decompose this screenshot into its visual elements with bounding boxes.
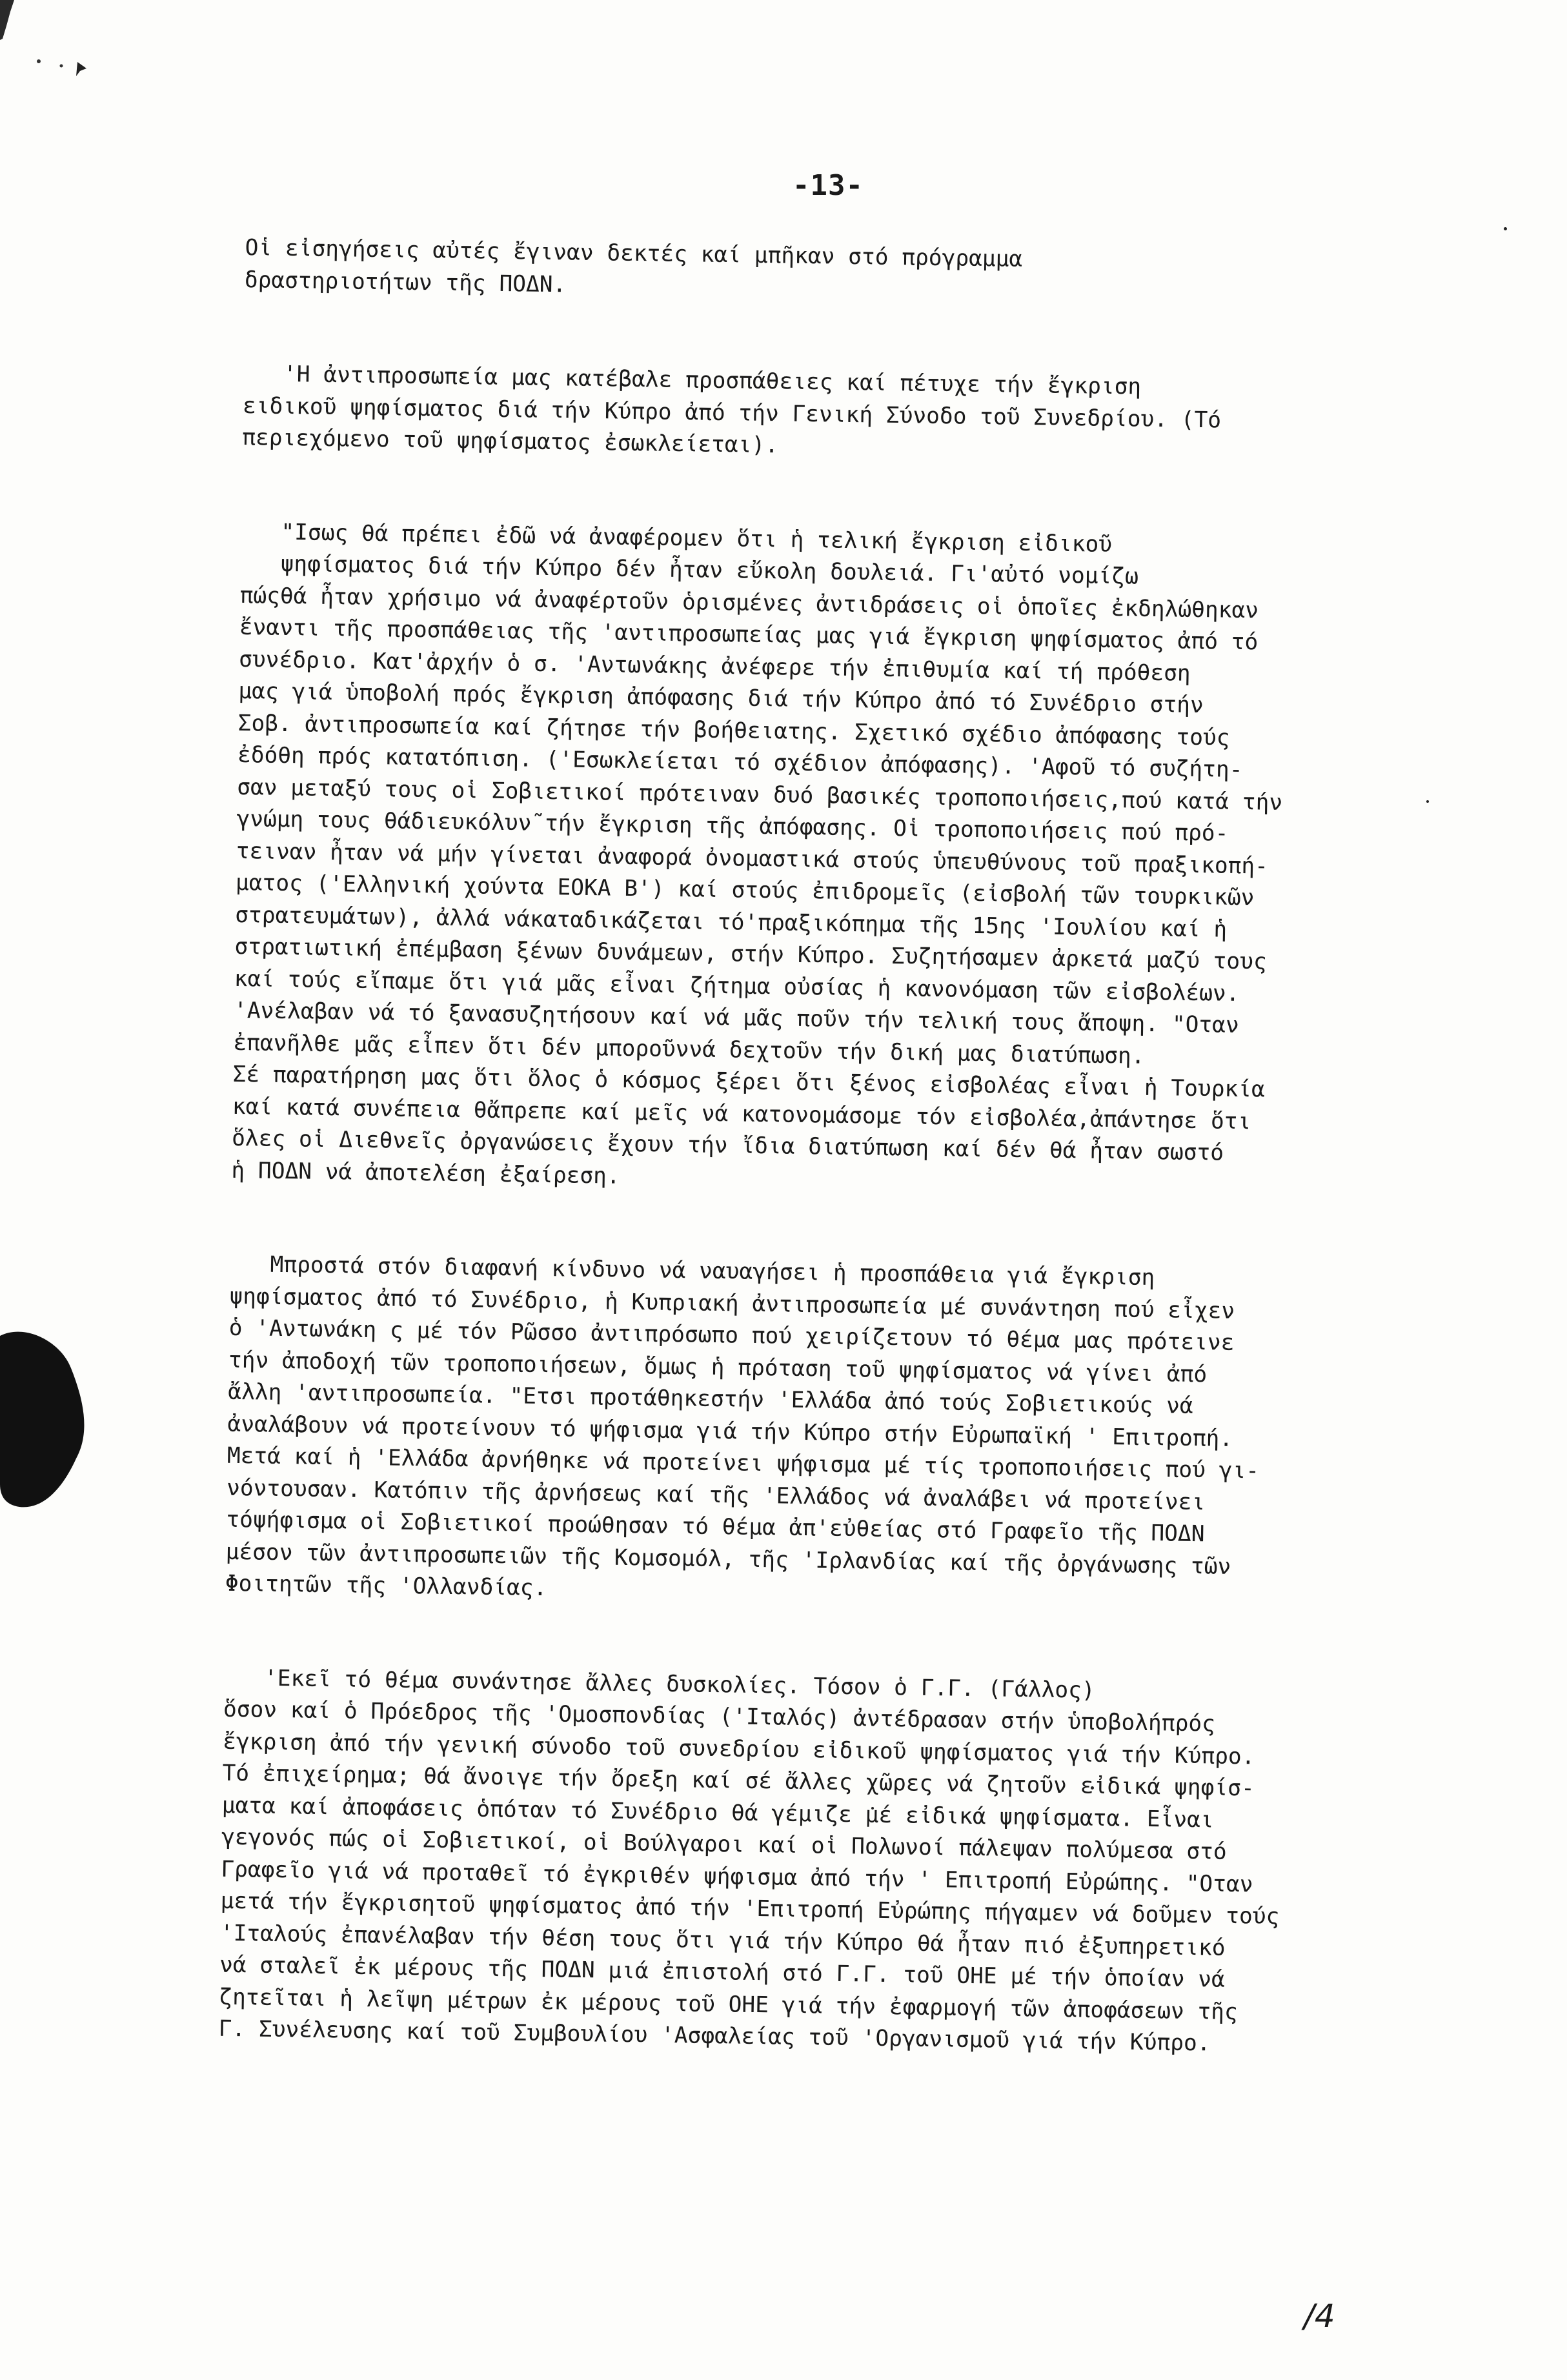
body-text [218,232,1503,2064]
page-number: -13- [793,169,864,202]
paragraph: Μπροστά στόν διαφανή κίνδυνο νά ναυαγήσει ἡ προσπάθεια γιά ἔγκριση ψηφίσματος ἀπό τό Συνέδριο, ἡ Κυπριακή ἀντιπροσωπεία μέ συνάντηση πού εἶχεν ὁ 'Αντωνάκη ς μέ τόν Ρῶσσο ἀντιπρόσωπο πού χειρίζετουν τό θέμα μας πρότεινε τήν ἀποδοχή τῶν τροποποιήσεων, ὅμως ἡ πρόταση τοῦ ψηφίσματος νά γίνει ἀπό ἄλλη 'αντιπροσωπεία. "Ετσι προτάθηκεστήν 'Ελλάδα ἀπό τούς Σοβιετικούς νά ἀναλάβουν νά προτείνουν τό ψήφισμα γιά τήν Κύπρο στήν Εὐρωπαϊκή ' Επιτροπή. Μετά καί ἡ 'Ελλάδα ἀρνήθηκε νά προτείνει ψήφισμα μέ τίς τροποποιήσεις πού γι- νόντουσαν. Κατόπιν τῆς ἀρνήσεως καί τῆς 'Ελλάδος νά ἀναλάβει νά προτείνει τόψήφισμα οἱ Σοβιετικοί προώθησαν τό θέμα ἀπ'εὐθείας στό Γραφεῖο τῆς ΠΟΔΝ μέσον τῶν ἀντιπροσωπειῶν τῆς Κομσομόλ, τῆς 'Ιρλανδίας καί τῆς ὀργάνωσης τῶν Φοιτητῶν τῆς 'Ολλανδίας. [225,1251,1260,1602]
paragraph: 'Η ἀντιπροσωπεία μας κατέβαλε προσπάθειες καί πέτυχε τήν ἔγκριση ειδικοῦ ψηφίσματος διά τήν Κύπρο ἀπό τήν Γενική Σύνοδο τοῦ Συνεδρίου. (Τό περιεχόμενο τοῦ ψηφίσματος ἐσωκλείεται). [241,360,1222,459]
scan-speck [1504,227,1507,230]
next-page-marker: /4 [1304,2297,1335,2335]
paragraph: Οἱ εἰσηγήσεις αὐτές ἔγιναν δεκτές καί μπῆκαν στό πρόγραμμα δραστηριοτήτων τῆς ΠΟΔΝ. [244,234,1023,298]
paragraph: 'Εκεῖ τό θέμα συνάντησε ἄλλες δυσκολίες. Τόσον ὁ Γ.Γ. (Γάλλος) ὅσον καί ὁ Πρόεδρος τῆς 'Ομοσπονδίας ('Ιταλός) ἀντέδρασαν στήν ὑποβολήπρός ἔγκριση ἀπό τήν γενική σύνοδο τοῦ συνεδρίου εἰδικοῦ ψηφίσματος γιά τήν Κύπρο. Τό ἐπιχείρημα; θά ἄνοιγε τήν ὄρεξη καί σέ ἄλλες χῶρες νά ζητοῦν εἰδικά ψηφίσ- ματα καί ἀποφάσεις ὁπόταν τό Συνέδριο θά γέμιζε μέ εἰδικά ψηφίσματα. Εἶναι γεγονός πώς οἱ Σοβιετικοί, οἱ Βούλγαροι καί οἱ Πολωνοί πάλεψαν πολύμεσα στό Γραφεῖο γιά νά προταθεῖ τό ἐγκριθέν ψήφισμα ἀπό τήν ' Επιτροπή Εὐρώπης. "Οταν μετά τήν ἔγκρισητοῦ ψηφίσματος ἀπό τήν 'Επιτροπή Εὐρώπης πήγαμεν νά δοῦμεν τούς 'Ιταλούς ἐπανέλαβαν τήν θέση τους ὅτι γιά τήν Κύπρο θά ἦταν πιό ἐξυπηρετικό νά σταλεῖ ἐκ μέρους τῆς ΠΟΔΝ μιά ἐπιστολή στό Γ.Γ. τοῦ ΟΗΕ μέ τήν ὁποίαν νά ζητεῖται ἡ λεῖψη μέτρων ἐκ μέρους τοῦ ΟΗΕ γιά τήν ἐφαρμογή τῶν ἀποφάσεων τῆς Γ. Συνέλευσης καί τοῦ Συμβουλίου 'Ασφαλείας τοῦ 'Οργανισμοῦ γιά τήν Κύπρο. [218,1664,1280,2057]
ink-blot [0,1323,90,1517]
paragraph: "Ισως θά πρέπει ἐδῶ νά ἀναφέρομεν ὅτι ἡ τελική ἔγκριση εἰδικοῦ ψηφίσματος διά τήν Κύπρο δέν ἦταν εὔκολη δουλειά. Γι'αὐτό νομίζω πώςθά ἦταν χρήσιμο νά ἀναφέρτοῦν ὁρισμένες ἀντιδράσεις οἱ ὁποῖες ἐκδηλώθηκαν ἔναντι τῆς προσπάθειας τῆς 'αντιπροσωπείας μας γιά ἔγκριση ψηφίσματος ἀπό τό συνέδριο. Κατ'ἀρχήν ὁ σ. 'Αντωνάκης ἀνέφερε τήν ἐπιθυμία καί τή πρόθεση μας γιά ὑποβολή πρός ἔγκριση ἀπόφασης διά τήν Κύπρο ἀπό τό Συνέδριο στήν Σοβ. ἀντιπροσωπεία καί ζήτησε τήν βοήθειατης. Σχετικό σχέδιο ἀπόφασης τούς ἐδόθη πρός κατατόπιση. ('Εσωκλείεται τό σχέδιον ἀπόφασης). 'Αφοῦ τό συζήτη- σαν μεταξύ τους οἱ Σοβιετικοί πρότειναν δυό βασικές τροποποιήσεις,πού κατά τήν γνώμη τους θάδιευκόλυν̃ τήν ἔγκριση τῆς ἀπόφασης. Οἱ τροποποιήσεις πού πρό- τειναν ἦταν νά μήν γίνεται ἀναφορά ὀνομαστικά στούς ὑπευθύνους τοῦ πραξικοπή- ματος ('Ελληνική χούντα ΕΟΚΑ Β') καί στούς ἐπιδρομεῖς (εἰσβολή τῶν τουρκικῶν στρατευμάτων), ἀλλά νάκαταδικάζεται τό'πραξικόπημα τῆς 15ης 'Ιουλίου καί ἡ στρατιωτική ἐπέμβαση ξένων δυνάμεων, στήν Κύπρο. Συζητήσαμεν ἀρκετά μαζύ τους καί τούς εἴπαμε ὅτι γιά μᾶς εἶναι ζήτημα οὐσίας ἡ κανονόμαση τῶν εἰσβολέων. 'Ανέλαβαν νά τό ξανασυζητήσουν καί νά μᾶς ποῦν τήν τελική τους ἄποψη. "Οταν ἐπανῆλθε μᾶς εἶπεν ὅτι δέν μποροῦννά δεχτοῦν τήν δική μας διατύπωση. Σέ παρατήρηση μας ὅτι ὅλος ὁ κόσμος ξέρει ὅτι ξένος εἰσβολέας εἶναι ἡ Τουρκία καί κατά συνέπεια θἄπρεπε καί μεῖς νά κατονομάσομε τόν εἰσβολέα,ἀπάντησε ὅτι ὅλες οἱ Διεθνεῖς ὀργανώσεις ἔχουν τήν ἴδια διατύπωση καί δέν θά ἦταν σωστό ἡ ΠΟΔΝ νά ἀποτελέση ἐξαίρεση. [231,518,1283,1189]
scan-corner-mark [0,0,97,90]
